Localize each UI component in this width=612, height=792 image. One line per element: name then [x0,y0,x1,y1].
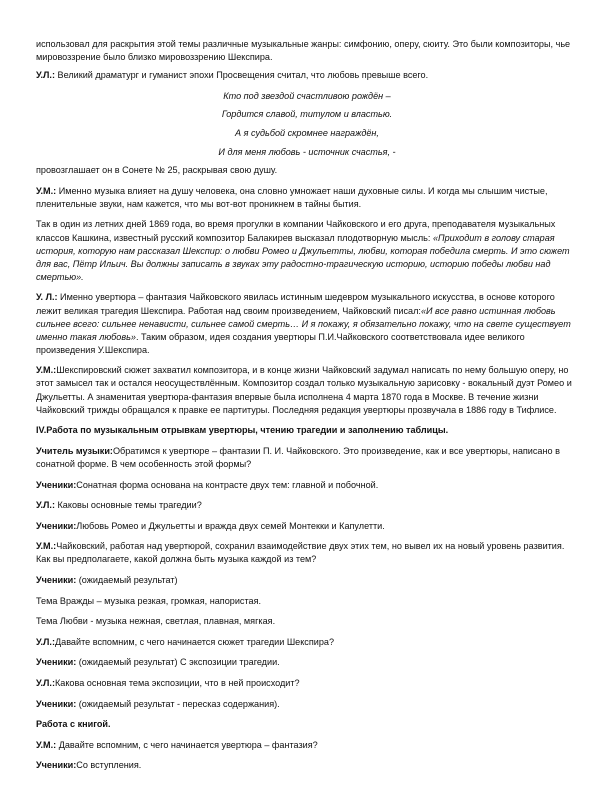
paragraph-students-answer: Ученики:Со вступления. [36,760,142,771]
paragraph-ul-question: У.Л.: Каковы основные темы трагедии? [36,500,202,511]
quote-tchaikovsky: «И все равно истинная любовь сильнее всего: сильнее ненависти, сильнее самой смерть… И я покажу, я обязательно покажу, что на свете существует именно такая любовь» [36,305,571,342]
paragraph-ul-question: У.Л.:Какова основная тема экспозиции, что в ней происходит? [36,677,300,688]
poem-line: А я судьбой скромнее награждён, [235,127,379,138]
paragraph-composers: использовал для раскрытия этой темы различные музыкальные жанры: симфонию, оперу, сюиту. Это были композиторы, чье мировоззрение было близко мировоззрению Шекспира. [36,39,571,63]
paragraph-students-answer: Ученики: (ожидаемый результат) С экспозиции трагедии. [36,657,280,668]
speaker-label: У.Л.: [36,500,55,511]
speaker-label: У. Л.: [36,292,58,303]
paragraph-students-answer: Ученики:Любовь Ромео и Джульетты и вражда двух семей Монтекки и Капулетти. [36,520,385,531]
poem-line: И для меня любовь - источник счастья, - [218,146,396,157]
paragraph-balakirev: Так в один из летних дней 1869 года, во время прогулки в компании Чайковского и его друга, преподавателя музыкальных классов Кашкина, известный русский композитор Балакирев высказал плодотворную мысль: «Приходит в голову старая история, которую нам рассказал Шекспир: о любви Ромео и Джульетты, любви, которая победила смерть. И это сюжет для вас, Пётр Ильич. Вы должны записать в звуках эту радостно-трагическую историю, историю победы любви над смертью». [36,219,570,282]
paragraph-ul-overture: У. Л.: Именно увертюра – фантазия Чайковского явилась истинным шедевром музыкального искусства, в основе которого лежит великая трагедия Шекспира. Работая над своим произведением, Чайковский писал:«И все равно истинная любовь сильнее всего: сильнее ненависти, сильнее самой смерть… И я покажу, я обязательно покажу, что на свете существует именно такая любовь». Таким образом, идея создания увертюры П.И.Чайковского соответствовала идее великого произведения У.Шекспира. [36,292,571,355]
speaker-label: Ученики: [36,760,77,771]
paragraph-ul-question: У.Л.:Давайте вспомним, с чего начинается сюжет трагедии Шекспира? [36,636,335,647]
speaker-label: Учитель музыки: [36,445,113,456]
speaker-label: Ученики: [36,520,77,531]
paragraph-um-opera: У.М.:Шекспировский сюжет захватил композитора, и в конце жизни Чайковский задумал написать по нему большую оперу, но этот замысел так и остался неосуществлённым. Композитор создал только музыкальную зарисовку - вокальный дуэт Ромео и Джульетты. А знаменитая увертюра-фантазия впервые была исполнена 4 марта 1870 года в Москве. В течение жизни Чайковский трижды обращался к правке ее партитуры. Последняя редакция увертюры прозвучала в 1886 году в Тифлисе. [36,365,572,415]
speaker-label: У.М.: [36,365,57,376]
paragraph-sonnet: провозглашает он в Сонете № 25, раскрывая свою душу. [36,165,278,176]
paragraph-ul-dramatist: У.Л.: Великий драматург и гуманист эпохи Просвещения считал, что любовь превыше всего. [36,70,429,81]
section-heading: IV.Работа по музыкальным отрывкам увертюры, чтению трагедии и заполнению таблицы. [36,425,449,436]
speaker-label: Ученики: [36,698,77,709]
paragraph-um-question: У.М.: Давайте вспомним, с чего начинается увертюра – фантазия? [36,739,318,750]
speaker-label: Ученики: [36,657,77,668]
quote-balakirev: «Приходит в голову старая история, которую нам рассказал Шекспир: о любви Ромео и Джульетты, любви, которая победила смерть. И это сюжет для вас, Пётр Ильич. Вы должны записать в звуках эту радостно-трагическую историю, историю победы любви над смертью». [36,232,570,282]
paragraph-theme-love: Тема Любви - музыка нежная, светлая, плавная, мягкая. [36,616,276,627]
paragraph-students-answer: Ученики:Сонатная форма основана на контрасте двух тем: главной и побочной. [36,479,379,490]
poem-line: Гордится славой, титулом и властью. [221,109,393,120]
paragraph-students-answer: Ученики: (ожидаемый результат) [36,575,178,585]
section-heading: Работа с книгой. [36,719,111,730]
paragraph-theme-enmity: Тема Вражды – музыка резкая, громкая, напористая. [36,595,262,606]
paragraph-students-answer: Ученики: (ожидаемый результат - пересказ содержания). [36,698,280,709]
document-page [36,38,578,780]
paragraph-teacher-question: Учитель музыки:Обратимся к увертюре – фантазии П. И. Чайковского. Это произведение, как и все увертюры, написано в сонатной форме. В чем особенность этой формы? [36,445,560,469]
speaker-label: Ученики: [36,479,77,490]
speaker-label: Ученики: [36,575,77,585]
speaker-label: У.М.: [36,541,57,552]
speaker-label: У.Л.: [36,677,55,688]
speaker-label: У.М.: [36,739,57,750]
paragraph-um-music: У.М.: Именно музыка влияет на душу человека, она словно умножает наши духовные силы. И когда мы слышим чистые, пленительные звуки, нам кажется, что мы вот-вот проникнем в тайны бытия. [36,185,548,209]
paragraph-um-question: У.М.:Чайковский, работая над увертюрой, сохранил взаимодействие двух этих тем, но вывел их на новый уровень развития. Как вы предполагаете, какой должна быть музыка каждой из тем? [36,541,565,565]
speaker-label: У.М.: [36,185,57,196]
poem-line: Кто под звездой счастливою рождён – [223,90,391,101]
speaker-label: У.Л.: [36,636,55,647]
speaker-label: У.Л.: [36,70,55,81]
